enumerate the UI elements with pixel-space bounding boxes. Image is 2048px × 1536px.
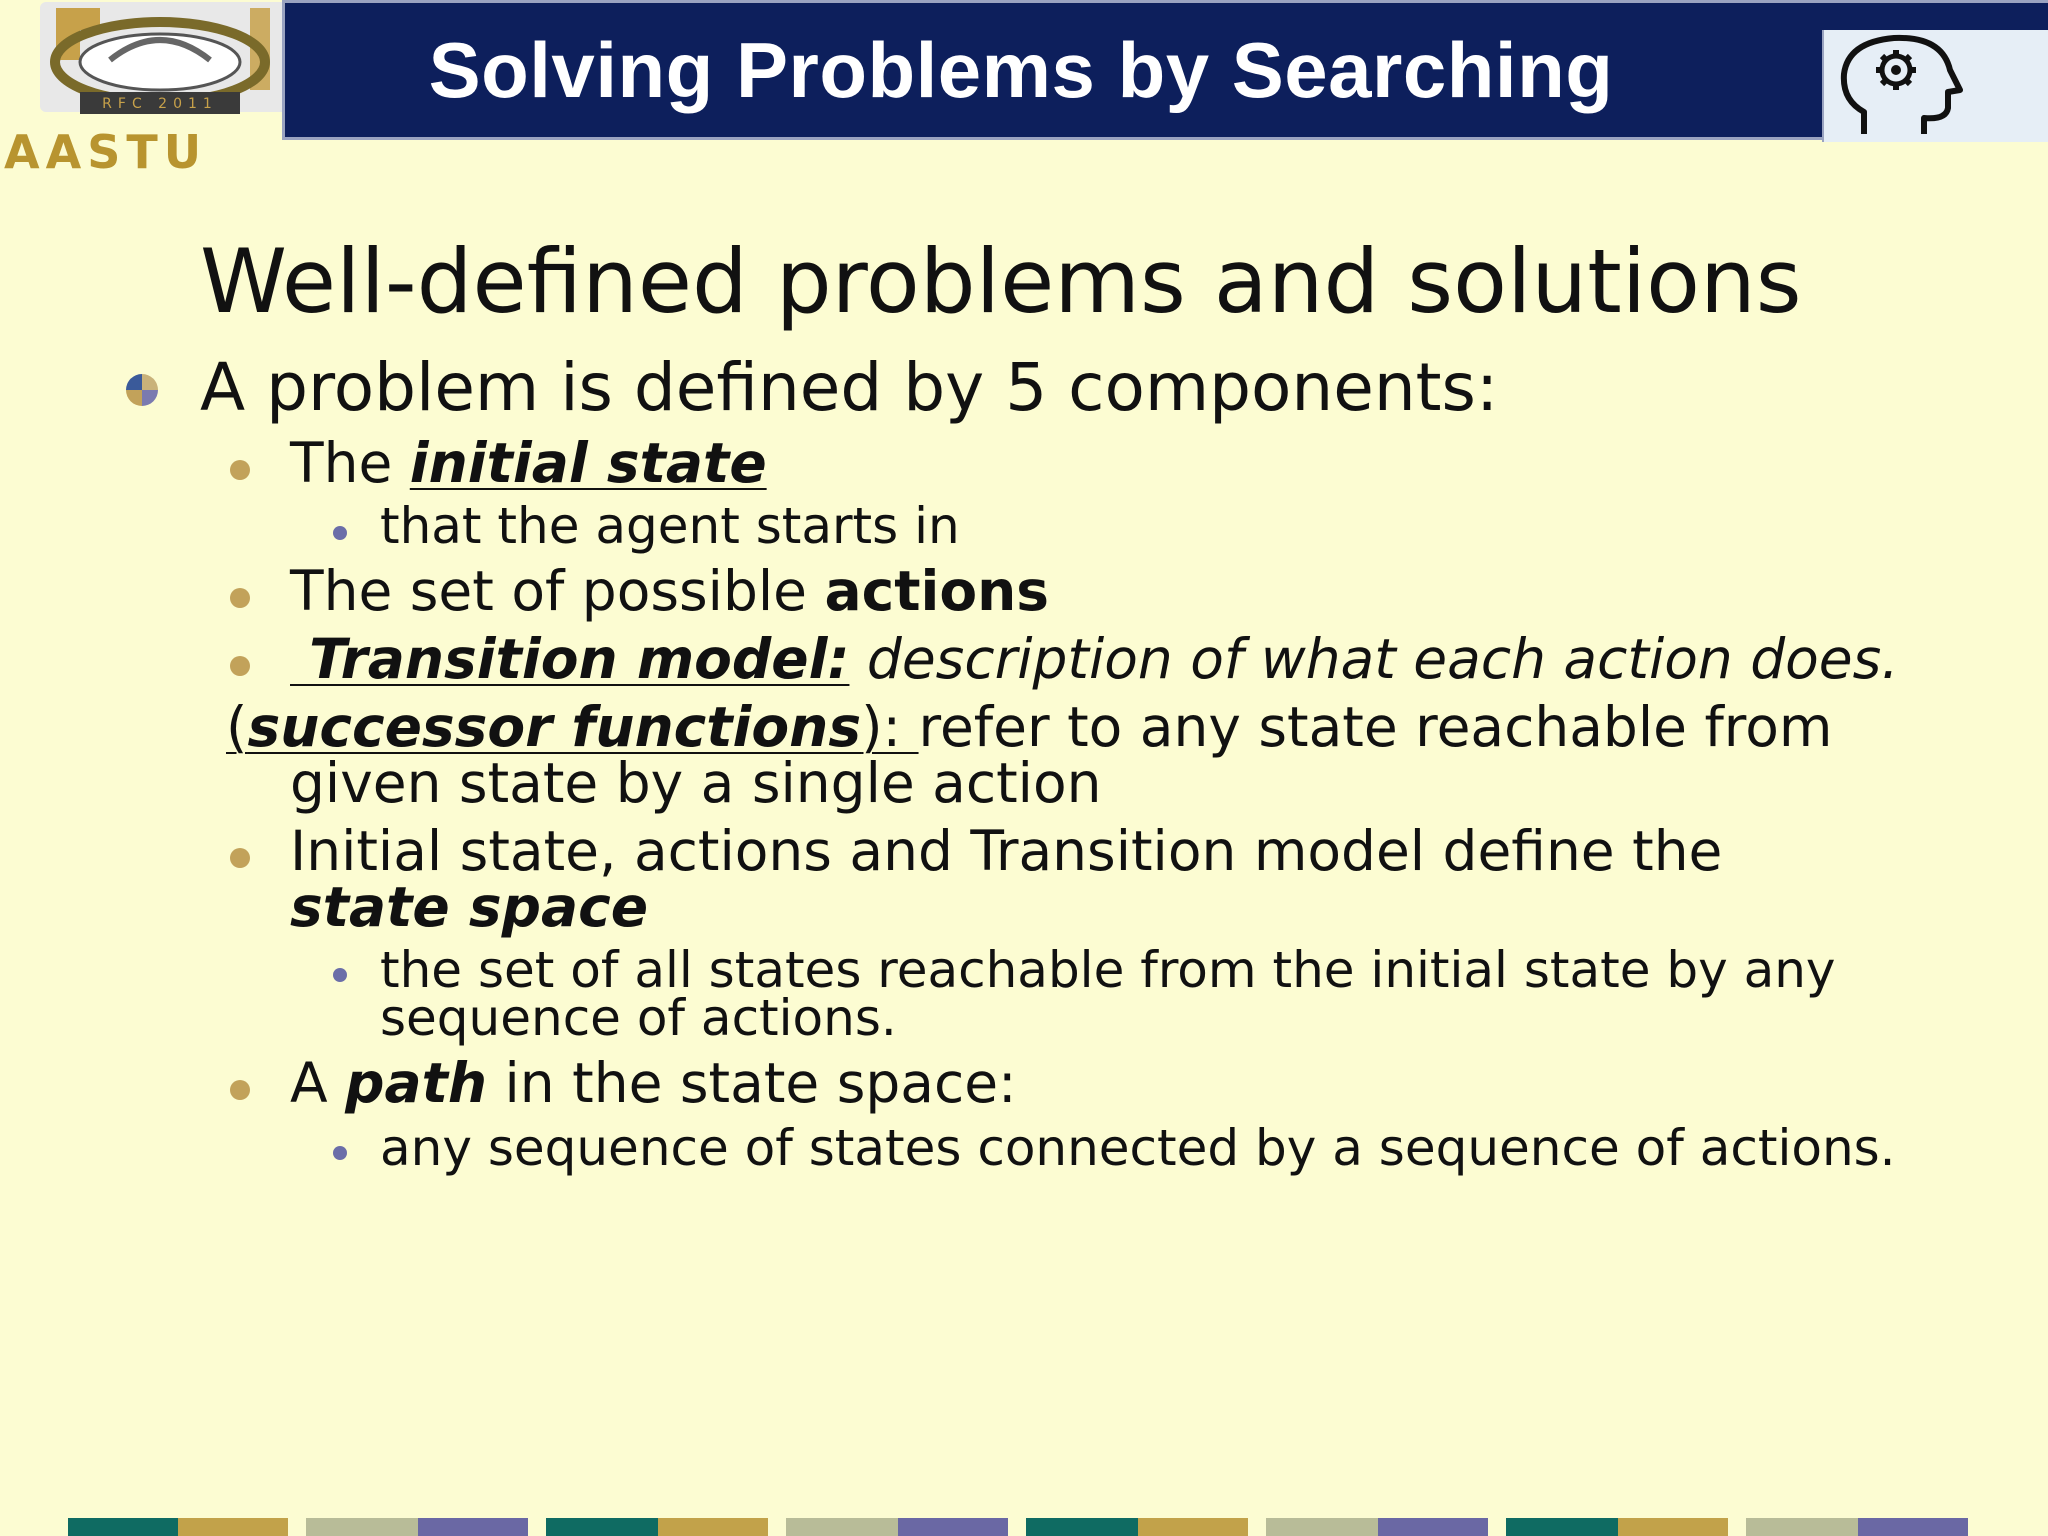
bullet-dot — [230, 1080, 250, 1100]
bullet-dot — [230, 848, 250, 868]
term-initial-state: initial state — [409, 431, 767, 495]
list-item-state-space: Initial state, actions and Transition model define the — [290, 819, 1723, 883]
svg-text:RFC 2011: RFC 2011 — [102, 96, 218, 112]
bullet-dot — [230, 588, 250, 608]
quadrant-bullet-icon — [124, 372, 160, 408]
successor-functions-line-2: given state by a single action — [290, 751, 1102, 815]
bullet-dot — [230, 460, 250, 480]
term-successor-functions: successor functions — [247, 695, 862, 759]
list-item-path: A path in the state space: — [290, 1051, 1017, 1115]
successor-functions-line: (successor functions): refer to any state reachable from — [226, 695, 1833, 759]
sub-item-path: any sequence of states connected by a sequence of actions. — [380, 1119, 1896, 1177]
sub-item-state-space-2: sequence of actions. — [380, 989, 897, 1047]
term-state-space: state space — [290, 875, 649, 939]
head-gear-icon — [1822, 30, 2048, 142]
term-path: path — [345, 1051, 488, 1115]
header-title: Solving Problems by Searching — [428, 26, 1614, 114]
slide-title: Well-defined problems and solutions — [200, 230, 1802, 333]
bullet-dot — [333, 968, 347, 982]
list-item-actions: The set of possible actions — [290, 559, 1050, 623]
bullet-dot — [333, 526, 347, 540]
term-transition-model: Transition model: — [290, 627, 850, 691]
svg-text:AASTU: AASTU — [4, 125, 208, 175]
sub-item-initial-state: that the agent starts in — [380, 497, 960, 555]
bullet-dot — [333, 1146, 347, 1160]
intro-text: A problem is defined by 5 components: — [200, 349, 1499, 426]
list-item-transition-model: Transition model: description of what each action does. — [290, 627, 1899, 691]
footer-decorative-strip — [68, 1518, 1968, 1536]
bullet-dot — [230, 656, 250, 676]
term-actions: actions — [824, 559, 1050, 623]
list-item-initial-state: The initial state — [290, 431, 767, 495]
aastu-logo-icon — [0, 0, 312, 175]
sub-item-state-space-1: the set of all states reachable from the initial state by any — [380, 941, 1836, 999]
aastu-logo — [0, 0, 312, 175]
